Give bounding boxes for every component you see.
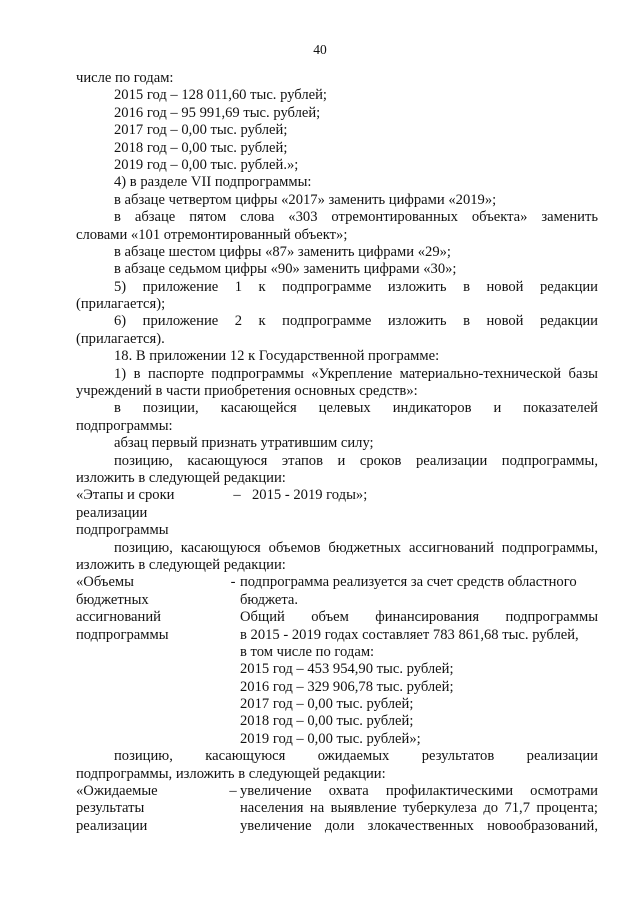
- stages-label: «Этапы и сроки: [76, 487, 175, 504]
- text-line: 2016 год – 95 991,69 тыс. рублей;: [114, 104, 321, 121]
- volumes-dash: -: [230, 574, 236, 591]
- results-label: «Ожидаемые: [76, 783, 158, 800]
- text-line: позицию, касающуюся ожидаемых результатов реализации: [114, 748, 598, 765]
- text-line: 5) приложение 1 к подпрограмме изложить в новой редакции: [114, 278, 598, 295]
- results-dash: –: [229, 783, 237, 800]
- volumes-label: «Объемы: [76, 574, 134, 591]
- volumes-text: 2017 год – 0,00 тыс. рублей;: [240, 696, 414, 713]
- text-line: 4) в разделе VII подпрограммы:: [114, 174, 312, 191]
- results-block: [76, 783, 598, 835]
- results-text: увеличение доли злокачественных новообразований,: [240, 817, 598, 834]
- volumes-label: ассигнований: [76, 609, 161, 626]
- results-text: населения на выявление туберкулеза до 71,7 процента;: [240, 800, 598, 817]
- text-line: 2015 год – 128 011,60 тыс. рублей;: [114, 87, 327, 104]
- text-line: подпрограммы, изложить в следующей редакции:: [76, 765, 386, 782]
- text-line: словами «101 отремонтированный объект»;: [76, 226, 348, 243]
- text-line: в абзаце четвертом цифры «2017» заменить цифрами «2019»;: [114, 191, 497, 208]
- text-line: абзац первый признать утратившим силу;: [114, 435, 374, 452]
- text-line: в абзаце шестом цифры «87» заменить цифрами «29»;: [114, 243, 451, 260]
- volumes-text: подпрограмма реализуется за счет средств областного: [240, 574, 577, 591]
- text-line: позицию, касающуюся объемов бюджетных ассигнований подпрограммы,: [114, 539, 598, 556]
- text-line: числе по годам:: [76, 70, 174, 86]
- results-text: увеличение охвата профилактическими осмотрами: [240, 783, 598, 800]
- text-line: 1) в паспорте подпрограммы «Укрепление материально-технической базы: [114, 365, 598, 382]
- text-line: 6) приложение 2 к подпрограмме изложить в новой редакции: [114, 313, 598, 330]
- volumes-text: 2015 год – 453 954,90 тыс. рублей;: [240, 661, 454, 678]
- stages-label: подпрограммы: [76, 522, 169, 539]
- stages-label: реализации: [76, 504, 148, 521]
- text-line: 18. В приложении 12 к Государственной программе:: [114, 348, 440, 365]
- stages-dash: –: [233, 487, 241, 504]
- text-line: в абзаце седьмом цифры «90» заменить цифрами «30»;: [114, 261, 457, 278]
- text-line: 2017 год – 0,00 тыс. рублей;: [114, 122, 288, 139]
- text-line: изложить в следующей редакции:: [76, 469, 286, 486]
- text-line: 2019 год – 0,00 тыс. рублей.»;: [114, 156, 299, 173]
- stages-value: 2015 - 2019 годы»;: [252, 487, 368, 504]
- volumes-block: [76, 574, 598, 748]
- volumes-text: бюджета.: [240, 591, 299, 608]
- volumes-label: бюджетных: [76, 591, 149, 608]
- results-label: результаты: [76, 800, 145, 817]
- results-label: реализации: [76, 817, 148, 834]
- text-line: позицию, касающуюся этапов и сроков реализации подпрограммы,: [114, 452, 598, 469]
- volumes-text: в 2015 - 2019 годах составляет 783 861,68 тыс. рублей,: [240, 626, 579, 643]
- volumes-text: Общий объем финансирования подпрограммы: [240, 609, 598, 626]
- page-number: 40: [313, 42, 327, 57]
- text-line: в позиции, касающейся целевых индикаторов и показателей: [114, 400, 598, 417]
- volumes-text: 2016 год – 329 906,78 тыс. рублей;: [240, 678, 454, 695]
- document-body: [76, 70, 598, 835]
- volumes-text: 2018 год – 0,00 тыс. рублей;: [240, 713, 414, 730]
- text-line: подпрограммы:: [76, 417, 173, 434]
- volumes-label: подпрограммы: [76, 626, 169, 643]
- text-line: 2018 год – 0,00 тыс. рублей;: [114, 139, 288, 156]
- text-line: изложить в следующей редакции:: [76, 556, 286, 573]
- text-line: в абзаце пятом слова «303 отремонтированных объекта» заменить: [114, 209, 598, 226]
- text-line: (прилагается).: [76, 330, 165, 347]
- text-line: учреждений в части приобретения основных средств»:: [76, 383, 418, 400]
- volumes-text: 2019 год – 0,00 тыс. рублей»;: [240, 730, 421, 747]
- text-line: (прилагается);: [76, 296, 166, 313]
- stages-block: [76, 487, 598, 539]
- volumes-text: в том числе по годам:: [240, 643, 375, 660]
